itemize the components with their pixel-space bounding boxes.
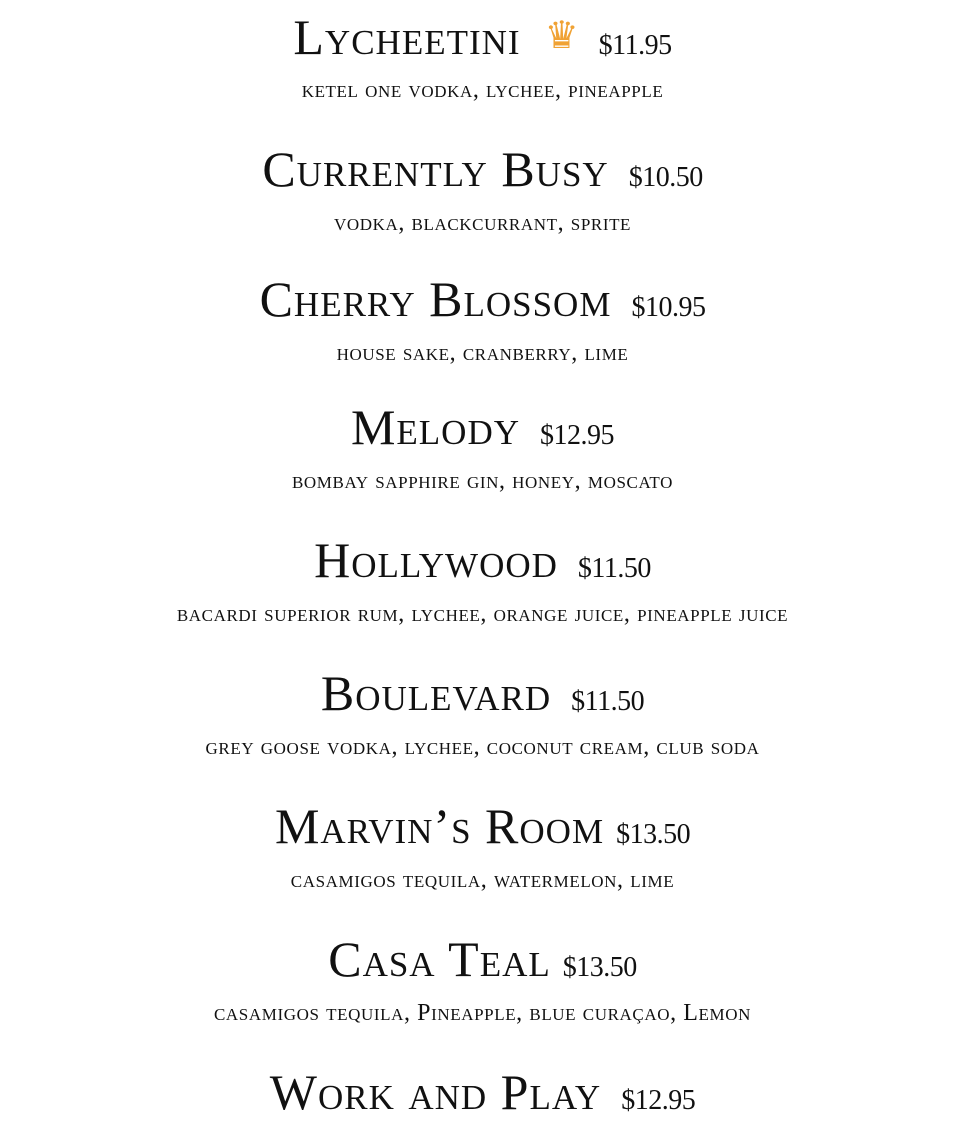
item-ingredients: ketel one vodka, lychee, pineapple <box>301 77 664 103</box>
item-price: $12.95 <box>540 420 615 451</box>
menu-item-casa-teal <box>0 929 965 1027</box>
item-price: $10.95 <box>631 292 706 323</box>
menu-item-cherry-blossom <box>0 269 965 367</box>
menu-item-marvins-room <box>0 796 965 894</box>
menu-item-lycheetini <box>0 6 965 104</box>
item-ingredients: casamigos tequila, watermelon, lime <box>290 867 675 893</box>
item-price: $11.95 <box>598 30 672 61</box>
item-ingredients: vodka, blackcurrant, sprite <box>333 210 632 236</box>
item-ingredients: bacardi superior rum, lychee, orange juice, pineapple juice <box>176 601 789 627</box>
item-name: Marvin’s Room <box>274 798 605 854</box>
item-name: Melody <box>350 399 521 455</box>
item-ingredients: bombay sapphire gin, honey, moscato <box>291 468 673 494</box>
item-price: $12.95 <box>621 1085 696 1116</box>
item-price: $13.50 <box>616 819 691 850</box>
item-name: Boulevard <box>320 665 552 721</box>
menu-item-work-and-play <box>0 1062 965 1122</box>
item-ingredients: casamigos tequila, Pineapple, blue curaçao, Lemon <box>213 1000 752 1026</box>
item-price: $11.50 <box>577 553 651 584</box>
item-name: Work and Play <box>269 1064 602 1120</box>
item-name: Hollywood <box>314 532 558 588</box>
item-name: Lycheetini <box>293 9 521 65</box>
item-price: $10.50 <box>628 162 703 193</box>
item-name: Casa Teal <box>328 931 551 987</box>
item-name: Cherry Blossom <box>259 271 612 327</box>
menu-item-hollywood <box>0 530 965 628</box>
menu-item-melody <box>0 397 965 495</box>
item-ingredients: grey goose vodka, lychee, coconut cream, club soda <box>205 734 760 760</box>
menu-item-boulevard <box>0 663 965 761</box>
crown-icon: ♛ <box>544 15 579 57</box>
item-ingredients: house sake, cranberry, lime <box>336 340 629 366</box>
item-name: Currently Busy <box>262 141 609 197</box>
item-price: $13.50 <box>562 952 637 983</box>
menu-item-currently-busy <box>0 139 965 237</box>
item-price: $11.50 <box>571 686 645 717</box>
